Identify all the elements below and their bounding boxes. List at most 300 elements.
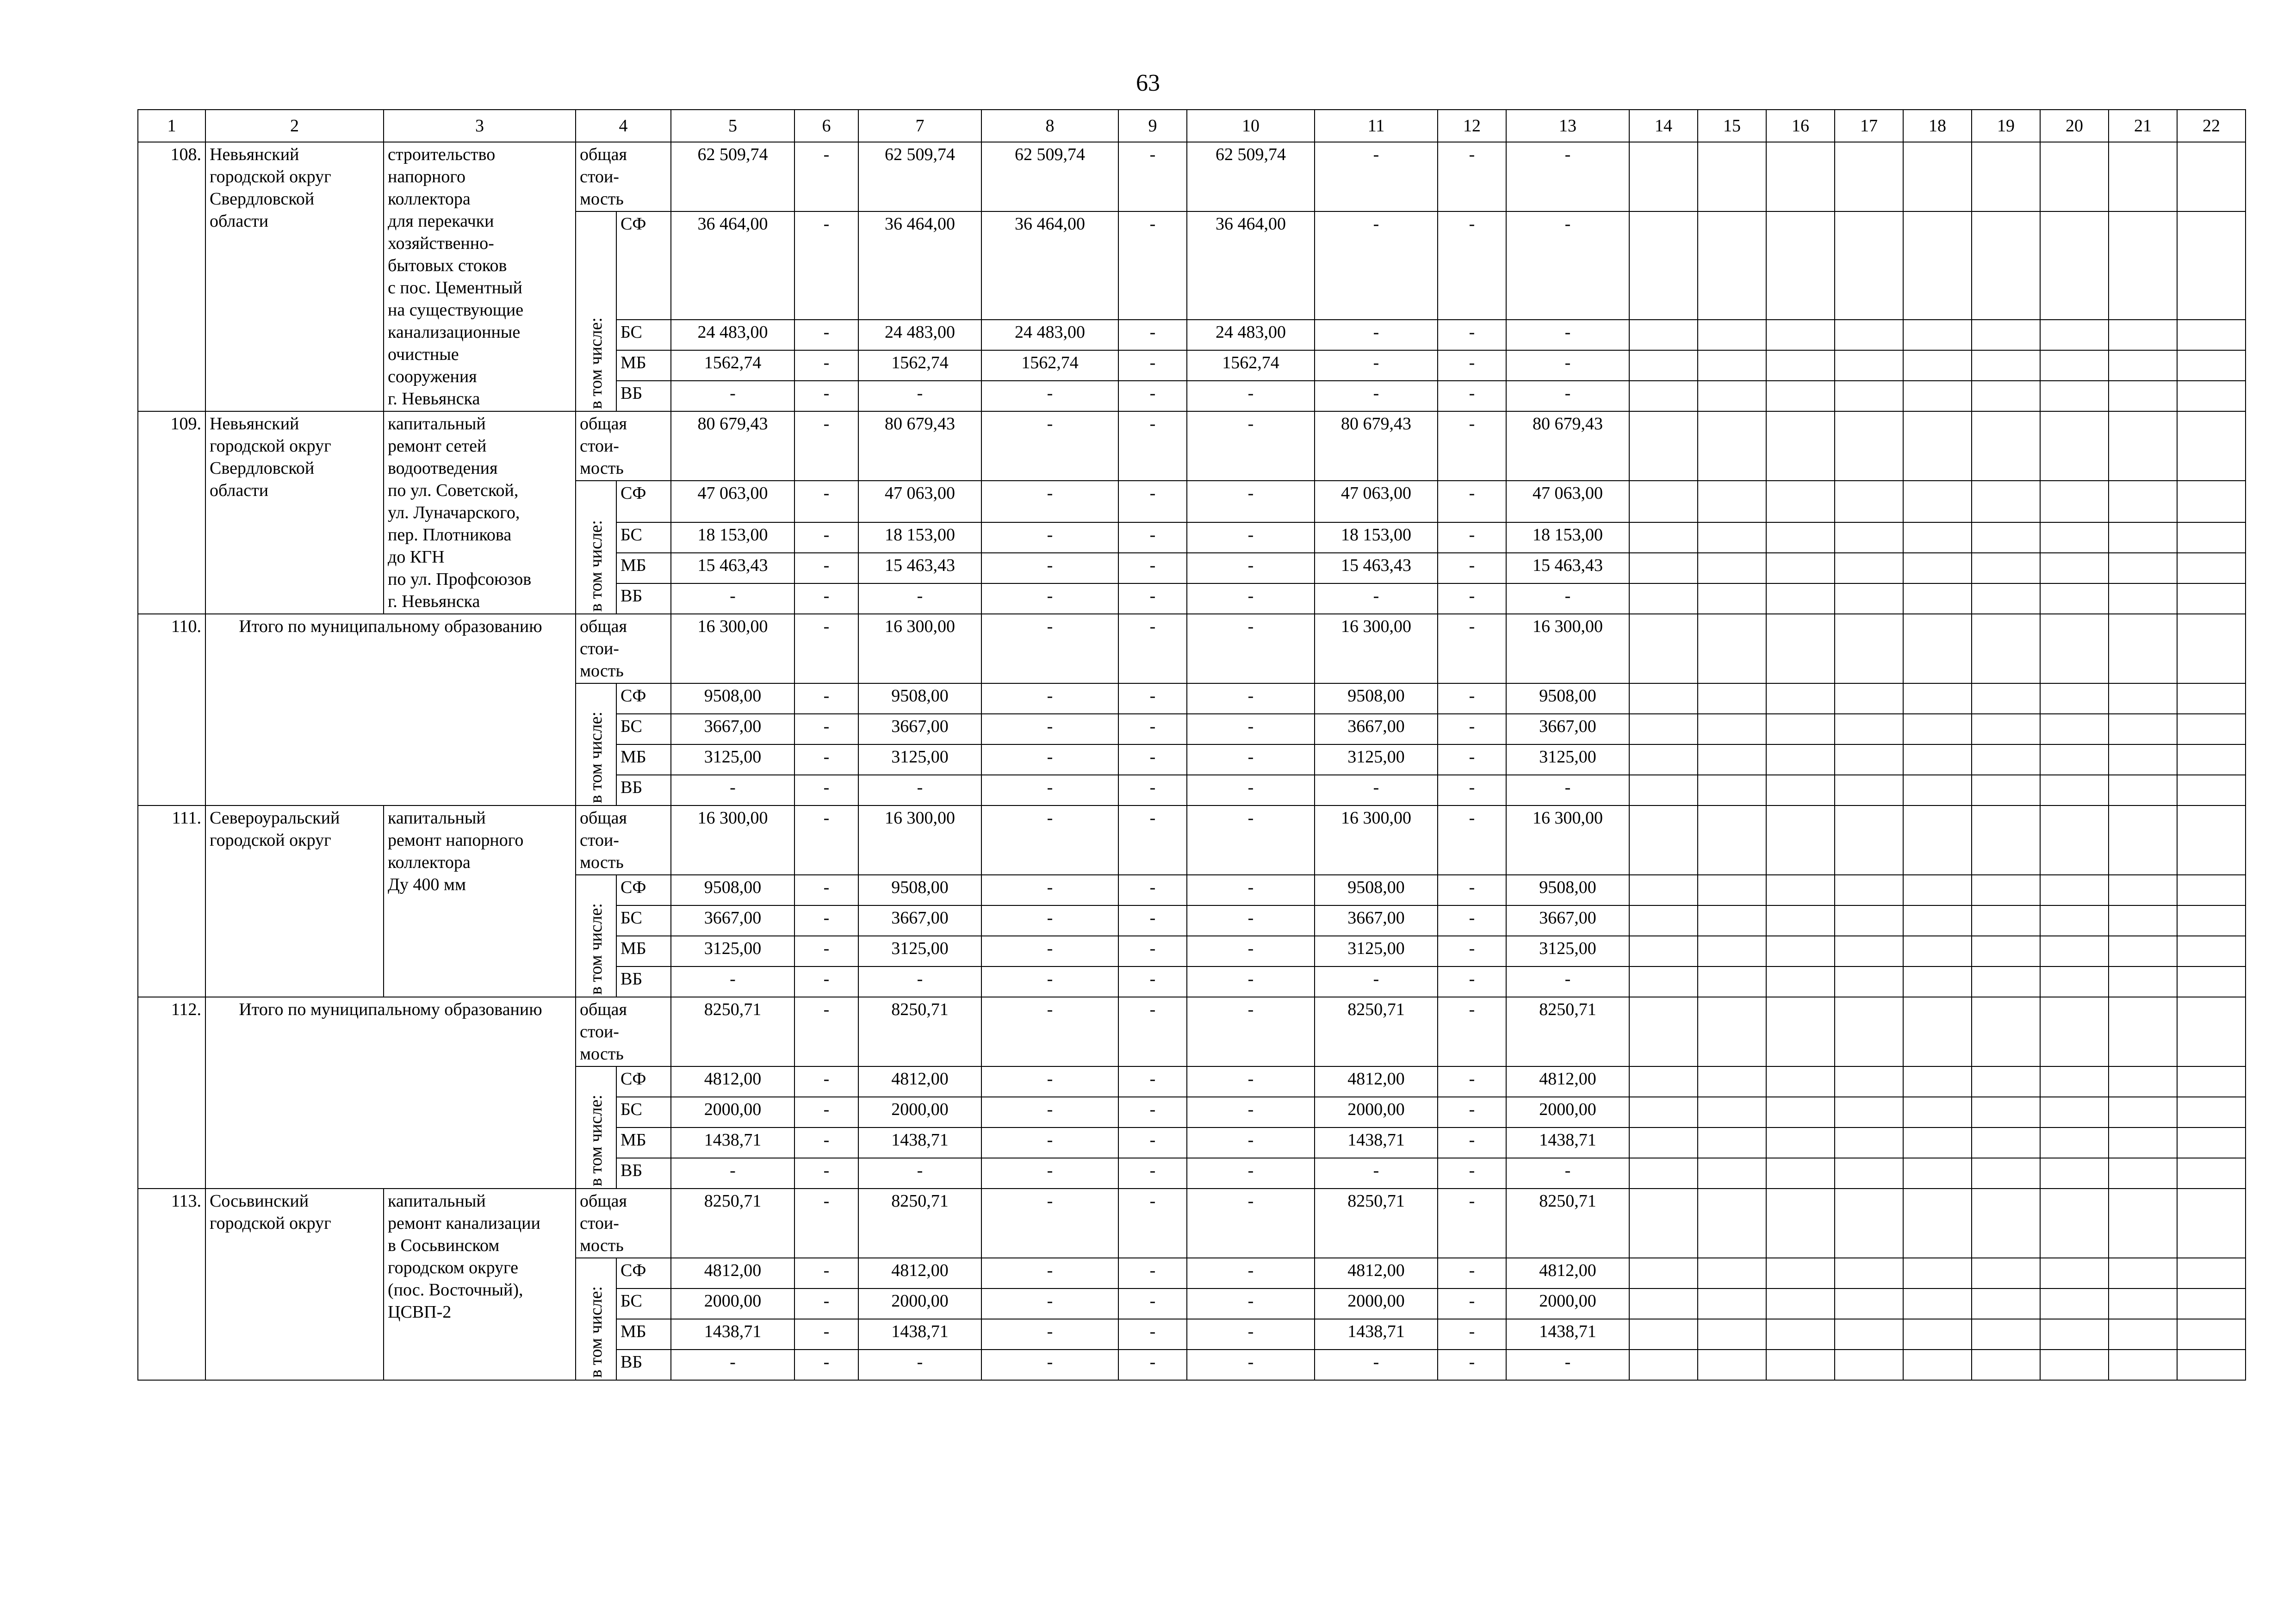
empty-cell xyxy=(1629,775,1698,805)
value-cell: 36 464,00 xyxy=(671,211,794,320)
column-header: 12 xyxy=(1438,110,1506,142)
empty-cell xyxy=(1903,1127,1972,1158)
value-cell: - xyxy=(671,1158,794,1189)
value-cell: - xyxy=(981,714,1118,744)
value-cell: 2000,00 xyxy=(858,1288,981,1319)
value-cell: 1438,71 xyxy=(1506,1127,1629,1158)
value-cell: 4812,00 xyxy=(671,1066,794,1097)
value-cell: 4812,00 xyxy=(671,1258,794,1288)
empty-cell xyxy=(1972,142,2040,211)
value-cell: 16 300,00 xyxy=(1315,805,1438,875)
value-cell: - xyxy=(671,381,794,411)
funding-source: СФ xyxy=(616,481,671,522)
empty-cell xyxy=(2109,966,2177,997)
value-cell: - xyxy=(981,1288,1118,1319)
column-header: 10 xyxy=(1187,110,1315,142)
value-cell: - xyxy=(981,875,1118,905)
empty-cell xyxy=(1629,1288,1698,1319)
empty-cell xyxy=(2040,714,2109,744)
table-row xyxy=(138,142,2246,211)
column-header: 7 xyxy=(858,110,981,142)
value-cell: - xyxy=(1438,775,1506,805)
value-cell: - xyxy=(981,411,1118,481)
value-cell: - xyxy=(1315,966,1438,997)
value-cell: - xyxy=(1187,1066,1315,1097)
empty-cell xyxy=(1766,1097,1835,1127)
empty-cell xyxy=(1835,805,1903,875)
empty-cell xyxy=(2109,1066,2177,1097)
value-cell: 36 464,00 xyxy=(981,211,1118,320)
value-cell: - xyxy=(1118,1127,1187,1158)
empty-cell xyxy=(2040,1189,2109,1258)
empty-cell xyxy=(2109,775,2177,805)
value-cell: 2000,00 xyxy=(1506,1097,1629,1127)
empty-cell xyxy=(2109,142,2177,211)
empty-cell xyxy=(1835,211,1903,320)
value-cell: 3667,00 xyxy=(671,905,794,936)
value-cell: - xyxy=(1187,744,1315,775)
value-cell: 24 483,00 xyxy=(671,320,794,350)
empty-cell xyxy=(2177,522,2246,553)
cost-kind: общая стои- мость xyxy=(576,614,671,683)
empty-cell xyxy=(1766,350,1835,381)
cost-kind: общая стои- мость xyxy=(576,142,671,211)
empty-cell xyxy=(2109,481,2177,522)
column-header: 19 xyxy=(1972,110,2040,142)
value-cell: - xyxy=(1118,481,1187,522)
empty-cell xyxy=(2177,1319,2246,1350)
value-cell: 4812,00 xyxy=(1315,1066,1438,1097)
value-cell: - xyxy=(1187,553,1315,583)
empty-cell xyxy=(2109,1258,2177,1288)
empty-cell xyxy=(1766,744,1835,775)
value-cell: 18 153,00 xyxy=(858,522,981,553)
value-cell: - xyxy=(981,1189,1118,1258)
empty-cell xyxy=(1698,1288,1766,1319)
empty-cell xyxy=(1972,1158,2040,1189)
value-cell: - xyxy=(981,905,1118,936)
territory-name: Невьянский городской округ Свердловской области xyxy=(205,142,384,411)
empty-cell xyxy=(2040,553,2109,583)
value-cell: - xyxy=(1438,522,1506,553)
empty-cell xyxy=(1629,381,1698,411)
value-cell: - xyxy=(1118,905,1187,936)
value-cell: - xyxy=(1438,966,1506,997)
value-cell: - xyxy=(1118,1350,1187,1380)
empty-cell xyxy=(1766,1319,1835,1350)
empty-cell xyxy=(1835,1158,1903,1189)
row-number: 111. xyxy=(138,805,205,997)
empty-cell xyxy=(1903,744,1972,775)
value-cell: - xyxy=(981,583,1118,614)
funding-source: ВБ xyxy=(616,1158,671,1189)
value-cell: 1562,74 xyxy=(671,350,794,381)
empty-cell xyxy=(1766,997,1835,1066)
including-label-cell xyxy=(576,1066,616,1189)
empty-cell xyxy=(1972,683,2040,714)
value-cell: 15 463,43 xyxy=(858,553,981,583)
data-table xyxy=(137,109,2246,1381)
including-label: в том числе: xyxy=(586,1094,606,1186)
empty-cell xyxy=(1903,875,1972,905)
value-cell: - xyxy=(1438,805,1506,875)
empty-cell xyxy=(1629,1066,1698,1097)
empty-cell xyxy=(1903,775,1972,805)
empty-cell xyxy=(1698,350,1766,381)
empty-cell xyxy=(1835,905,1903,936)
value-cell: - xyxy=(1438,1097,1506,1127)
value-cell: - xyxy=(794,583,858,614)
empty-cell xyxy=(1903,381,1972,411)
value-cell: - xyxy=(1187,1189,1315,1258)
empty-cell xyxy=(2109,1158,2177,1189)
empty-cell xyxy=(2040,1288,2109,1319)
column-header: 15 xyxy=(1698,110,1766,142)
empty-cell xyxy=(1629,805,1698,875)
empty-cell xyxy=(2177,1158,2246,1189)
empty-cell xyxy=(1698,553,1766,583)
funding-source: БС xyxy=(616,1288,671,1319)
including-label: в том числе: xyxy=(586,520,606,612)
empty-cell xyxy=(1698,481,1766,522)
row-number: 109. xyxy=(138,411,205,614)
value-cell: - xyxy=(794,683,858,714)
value-cell: 4812,00 xyxy=(1315,1258,1438,1288)
value-cell: - xyxy=(1118,966,1187,997)
empty-cell xyxy=(1972,481,2040,522)
empty-cell xyxy=(1629,350,1698,381)
value-cell: - xyxy=(1118,614,1187,683)
empty-cell xyxy=(1835,522,1903,553)
empty-cell xyxy=(1766,522,1835,553)
value-cell: - xyxy=(1438,320,1506,350)
empty-cell xyxy=(2177,1127,2246,1158)
empty-cell xyxy=(1698,714,1766,744)
empty-cell xyxy=(2040,1319,2109,1350)
empty-cell xyxy=(1972,1258,2040,1288)
value-cell: - xyxy=(1118,211,1187,320)
empty-cell xyxy=(1972,1097,2040,1127)
value-cell: - xyxy=(1118,936,1187,966)
value-cell: - xyxy=(1315,1350,1438,1380)
empty-cell xyxy=(1766,875,1835,905)
value-cell: - xyxy=(1118,875,1187,905)
value-cell: 3667,00 xyxy=(858,905,981,936)
value-cell: - xyxy=(1506,583,1629,614)
value-cell: - xyxy=(1118,553,1187,583)
empty-cell xyxy=(2177,1066,2246,1097)
empty-cell xyxy=(2177,583,2246,614)
value-cell: - xyxy=(981,614,1118,683)
column-header: 21 xyxy=(2109,110,2177,142)
value-cell: - xyxy=(794,997,858,1066)
empty-cell xyxy=(2177,966,2246,997)
empty-cell xyxy=(2177,350,2246,381)
empty-cell xyxy=(2040,905,2109,936)
empty-cell xyxy=(1629,522,1698,553)
funding-source: МБ xyxy=(616,936,671,966)
value-cell: 47 063,00 xyxy=(1506,481,1629,522)
value-cell: - xyxy=(794,936,858,966)
funding-source: СФ xyxy=(616,683,671,714)
value-cell: - xyxy=(794,481,858,522)
empty-cell xyxy=(1835,1066,1903,1097)
empty-cell xyxy=(1766,683,1835,714)
value-cell: - xyxy=(794,1189,858,1258)
value-cell: - xyxy=(794,1158,858,1189)
empty-cell xyxy=(1698,775,1766,805)
value-cell: - xyxy=(981,481,1118,522)
empty-cell xyxy=(1766,905,1835,936)
value-cell: 8250,71 xyxy=(1506,1189,1629,1258)
empty-cell xyxy=(1835,1258,1903,1288)
empty-cell xyxy=(2177,142,2246,211)
value-cell: 1438,71 xyxy=(1506,1319,1629,1350)
object-description: строительство напорного коллектора для перекачки хозяйственно- бытовых стоков с пос. Цементный на существующие канализационные очистные сооружения г. Невьянска xyxy=(384,142,576,411)
empty-cell xyxy=(1972,350,2040,381)
column-header: 17 xyxy=(1835,110,1903,142)
value-cell: 16 300,00 xyxy=(1315,614,1438,683)
empty-cell xyxy=(1629,744,1698,775)
value-cell: 3125,00 xyxy=(671,936,794,966)
empty-cell xyxy=(2040,683,2109,714)
value-cell: - xyxy=(1438,1258,1506,1288)
empty-cell xyxy=(2177,614,2246,683)
value-cell: 9508,00 xyxy=(858,875,981,905)
empty-cell xyxy=(1972,744,2040,775)
value-cell: - xyxy=(794,805,858,875)
territory-name: Невьянский городской округ Свердловской области xyxy=(205,411,384,614)
empty-cell xyxy=(1629,966,1698,997)
empty-cell xyxy=(1698,683,1766,714)
value-cell: - xyxy=(794,553,858,583)
cost-kind: общая стои- мость xyxy=(576,805,671,875)
empty-cell xyxy=(2040,583,2109,614)
empty-cell xyxy=(1766,936,1835,966)
territory-name: Североуральский городской округ xyxy=(205,805,384,997)
value-cell: 1438,71 xyxy=(1315,1319,1438,1350)
empty-cell xyxy=(1835,320,1903,350)
empty-cell xyxy=(1835,481,1903,522)
empty-cell xyxy=(1629,142,1698,211)
value-cell: - xyxy=(1118,1319,1187,1350)
empty-cell xyxy=(1972,522,2040,553)
empty-cell xyxy=(1835,875,1903,905)
empty-cell xyxy=(1698,1189,1766,1258)
empty-cell xyxy=(2177,1288,2246,1319)
value-cell: 24 483,00 xyxy=(858,320,981,350)
empty-cell xyxy=(2040,381,2109,411)
empty-cell xyxy=(1629,1189,1698,1258)
empty-cell xyxy=(2040,614,2109,683)
value-cell: - xyxy=(1187,481,1315,522)
value-cell: 47 063,00 xyxy=(1315,481,1438,522)
empty-cell xyxy=(1698,320,1766,350)
value-cell: - xyxy=(794,614,858,683)
empty-cell xyxy=(2109,875,2177,905)
value-cell: - xyxy=(981,744,1118,775)
empty-cell xyxy=(2040,875,2109,905)
column-header: 22 xyxy=(2177,110,2246,142)
value-cell: 9508,00 xyxy=(1506,875,1629,905)
value-cell: - xyxy=(1118,1097,1187,1127)
table-row xyxy=(138,997,2246,1066)
empty-cell xyxy=(2177,553,2246,583)
value-cell: - xyxy=(1187,1158,1315,1189)
value-cell: - xyxy=(794,1127,858,1158)
value-cell: - xyxy=(981,1066,1118,1097)
funding-source: СФ xyxy=(616,211,671,320)
value-cell: 4812,00 xyxy=(858,1066,981,1097)
object-description: капитальный ремонт сетей водоотведения по ул. Советской, ул. Луначарского, пер. Плотникова до КГН по ул. Профсоюзов г. Невьянска xyxy=(384,411,576,614)
value-cell: 8250,71 xyxy=(1506,997,1629,1066)
empty-cell xyxy=(2040,1066,2109,1097)
funding-source: ВБ xyxy=(616,381,671,411)
value-cell: 1562,74 xyxy=(981,350,1118,381)
value-cell: - xyxy=(1438,381,1506,411)
value-cell: 3667,00 xyxy=(1315,714,1438,744)
row-number: 108. xyxy=(138,142,205,411)
empty-cell xyxy=(2177,905,2246,936)
including-label-cell xyxy=(576,683,616,805)
value-cell: 2000,00 xyxy=(1315,1288,1438,1319)
value-cell: - xyxy=(1118,1189,1187,1258)
row-number: 110. xyxy=(138,614,205,805)
empty-cell xyxy=(1766,714,1835,744)
value-cell: 16 300,00 xyxy=(1506,805,1629,875)
value-cell: - xyxy=(1187,683,1315,714)
empty-cell xyxy=(1698,1158,1766,1189)
value-cell: - xyxy=(981,553,1118,583)
empty-cell xyxy=(1903,1066,1972,1097)
value-cell: 24 483,00 xyxy=(1187,320,1315,350)
value-cell: - xyxy=(1315,775,1438,805)
empty-cell xyxy=(1629,714,1698,744)
empty-cell xyxy=(2177,1189,2246,1258)
empty-cell xyxy=(2109,905,2177,936)
empty-cell xyxy=(2109,522,2177,553)
value-cell: 80 679,43 xyxy=(1506,411,1629,481)
value-cell: 3125,00 xyxy=(671,744,794,775)
value-cell: - xyxy=(1438,1350,1506,1380)
empty-cell xyxy=(2177,997,2246,1066)
empty-cell xyxy=(1698,805,1766,875)
empty-cell xyxy=(1972,583,2040,614)
empty-cell xyxy=(1629,553,1698,583)
funding-source: МБ xyxy=(616,744,671,775)
empty-cell xyxy=(1972,211,2040,320)
empty-cell xyxy=(1698,905,1766,936)
funding-source: МБ xyxy=(616,350,671,381)
empty-cell xyxy=(2177,683,2246,714)
empty-cell xyxy=(1835,997,1903,1066)
value-cell: 1438,71 xyxy=(1315,1127,1438,1158)
empty-cell xyxy=(1629,905,1698,936)
empty-cell xyxy=(1972,714,2040,744)
value-cell: - xyxy=(1438,211,1506,320)
value-cell: - xyxy=(981,775,1118,805)
empty-cell xyxy=(1903,805,1972,875)
value-cell: - xyxy=(794,714,858,744)
value-cell: 3125,00 xyxy=(1315,936,1438,966)
funding-source: БС xyxy=(616,905,671,936)
empty-cell xyxy=(1698,744,1766,775)
territory-name: Сосьвинский городской округ xyxy=(205,1189,384,1380)
empty-cell xyxy=(2177,481,2246,522)
funding-source: ВБ xyxy=(616,583,671,614)
empty-cell xyxy=(2040,775,2109,805)
value-cell: - xyxy=(1118,320,1187,350)
empty-cell xyxy=(1835,744,1903,775)
value-cell: - xyxy=(1438,350,1506,381)
empty-cell xyxy=(1972,1319,2040,1350)
value-cell: 3667,00 xyxy=(858,714,981,744)
column-header: 11 xyxy=(1315,110,1438,142)
empty-cell xyxy=(1972,614,2040,683)
value-cell: 4812,00 xyxy=(858,1258,981,1288)
empty-cell xyxy=(1766,320,1835,350)
value-cell: - xyxy=(794,905,858,936)
value-cell: - xyxy=(1187,522,1315,553)
value-cell: - xyxy=(1438,997,1506,1066)
row-number: 112. xyxy=(138,997,205,1189)
empty-cell xyxy=(2109,936,2177,966)
table-row xyxy=(138,411,2246,481)
value-cell: - xyxy=(981,936,1118,966)
empty-cell xyxy=(1698,1319,1766,1350)
value-cell: - xyxy=(1438,905,1506,936)
empty-cell xyxy=(2109,1350,2177,1380)
empty-cell xyxy=(1698,1097,1766,1127)
value-cell: - xyxy=(794,875,858,905)
empty-cell xyxy=(1835,775,1903,805)
empty-cell xyxy=(1903,211,1972,320)
value-cell: - xyxy=(1118,997,1187,1066)
empty-cell xyxy=(1835,714,1903,744)
empty-cell xyxy=(1698,1350,1766,1380)
empty-cell xyxy=(1766,1258,1835,1288)
empty-cell xyxy=(2109,744,2177,775)
value-cell: 9508,00 xyxy=(671,683,794,714)
empty-cell xyxy=(2109,805,2177,875)
value-cell: 16 300,00 xyxy=(858,614,981,683)
empty-cell xyxy=(2177,1258,2246,1288)
funding-source: СФ xyxy=(616,875,671,905)
empty-cell xyxy=(1698,614,1766,683)
value-cell: 62 509,74 xyxy=(671,142,794,211)
value-cell: - xyxy=(1506,320,1629,350)
value-cell: - xyxy=(794,966,858,997)
empty-cell xyxy=(1629,936,1698,966)
empty-cell xyxy=(1698,936,1766,966)
empty-cell xyxy=(1903,350,1972,381)
empty-cell xyxy=(1903,583,1972,614)
value-cell: - xyxy=(858,966,981,997)
value-cell: - xyxy=(981,1158,1118,1189)
value-cell: - xyxy=(794,744,858,775)
including-label-cell xyxy=(576,481,616,614)
value-cell: 16 300,00 xyxy=(671,614,794,683)
empty-cell xyxy=(1766,211,1835,320)
value-cell: 9508,00 xyxy=(858,683,981,714)
empty-cell xyxy=(1698,875,1766,905)
column-header: 14 xyxy=(1629,110,1698,142)
value-cell: - xyxy=(1438,614,1506,683)
value-cell: - xyxy=(1506,1350,1629,1380)
empty-cell xyxy=(2109,714,2177,744)
empty-cell xyxy=(1766,805,1835,875)
empty-cell xyxy=(1903,966,1972,997)
